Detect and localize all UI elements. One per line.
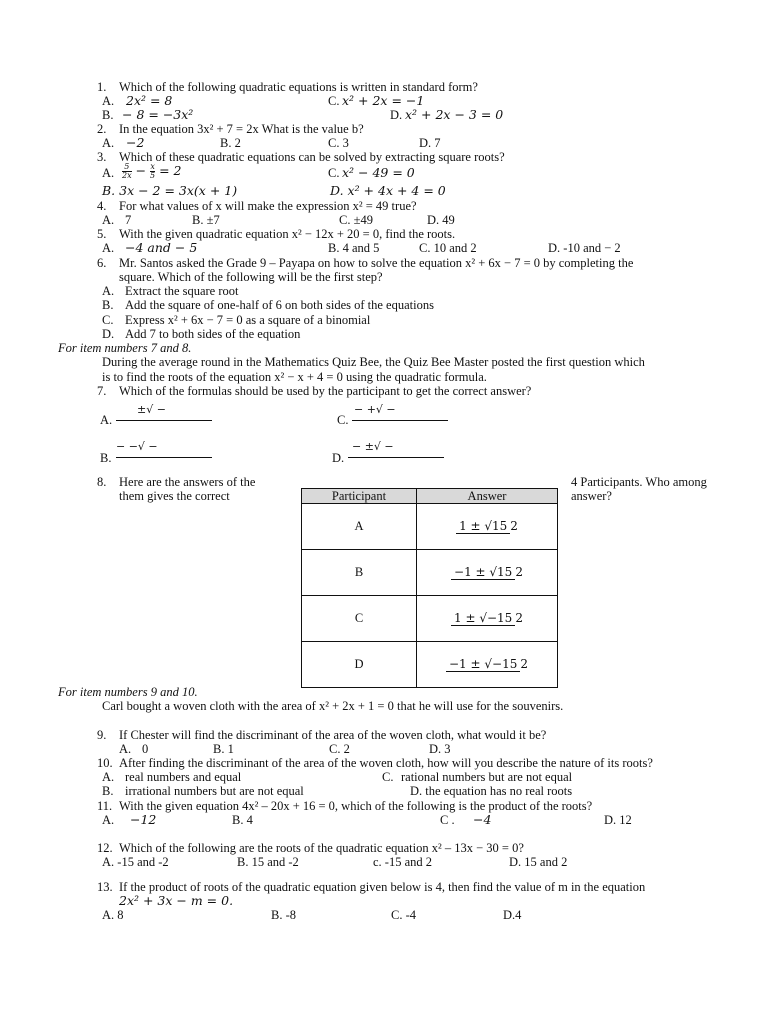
q9-option-d: D. 3 [429, 742, 451, 756]
q6-option-c-letter: C. [102, 313, 114, 327]
q4-option-a-letter: A. [102, 213, 115, 227]
q9-text: If Chester will find the discriminant of the area of the woven cloth, what would it be? [119, 728, 547, 742]
item-9-10-heading: For item numbers 9 and 10. [58, 685, 198, 699]
q1-option-c-letter: C. [328, 94, 340, 108]
q9-number: 9. [97, 728, 107, 742]
q5-option-c: C. 10 and 2 [419, 241, 477, 255]
q3-option-a: $\frac{5}{2x}$ − $\frac{x}{5}$ = 2 [122, 162, 182, 180]
q1-option-d: x² + 2x − 3 = 0 [405, 107, 504, 122]
q9-option-a-letter: A. [119, 742, 132, 756]
q12-option-a: A. -15 and -2 [102, 855, 169, 869]
q4-option-d: D. 49 [427, 213, 455, 227]
q7-option-a-fraction-bar [116, 420, 212, 421]
q13-line1: If the product of roots of the quadratic equation given below is 4, then find the value of m in the equation [119, 880, 646, 894]
q4-option-a: 7 [125, 213, 132, 227]
q5-option-d: D. -10 and − 2 [548, 241, 621, 255]
participant-cell: A [302, 504, 417, 550]
q10-option-d: D. the equation has no real roots [410, 784, 573, 798]
table-row [302, 504, 558, 550]
q2-option-a: −2 [126, 135, 145, 150]
table-row [302, 550, 558, 596]
q7-option-d-formula: − ±√ − [352, 440, 394, 453]
q6-line2: square. Which of the following will be the first step? [119, 270, 383, 284]
q6-option-a-letter: A. [102, 284, 115, 298]
q7-option-b-letter: B. [100, 451, 112, 465]
q3-option-b: B. 3x − 2 = 3x(x + 1) [102, 183, 238, 198]
q1-option-a: 2x² = 8 [126, 93, 173, 108]
q12-number: 12. [97, 841, 113, 855]
q11-option-a-letter: A. [102, 813, 115, 827]
q3-option-c-letter: C. [328, 166, 340, 180]
q8-text-right-2: answer? [571, 489, 612, 503]
q13-option-d: D.4 [503, 908, 522, 922]
table-row [302, 596, 558, 642]
q3-number: 3. [97, 150, 107, 164]
q13-option-c: C. -4 [391, 908, 416, 922]
column-header-answer: Answer [417, 489, 558, 504]
participant-cell: C [302, 596, 417, 642]
table-header-row [302, 489, 558, 504]
item-7-8-line2: is to find the roots of the equation x² − x + 4 = 0 using the quadratic formula. [102, 370, 487, 384]
q1-option-b: − 8 = −3x² [122, 107, 194, 122]
q12-option-d: D. 15 and 2 [509, 855, 568, 869]
q6-number: 6. [97, 256, 107, 270]
q7-text: Which of the formulas should be used by the participant to get the correct answer? [119, 384, 532, 398]
q7-option-d-fraction-bar [348, 457, 444, 458]
participant-cell: B [302, 550, 417, 596]
q3-option-c: x² − 49 = 0 [342, 165, 415, 180]
item-7-8-line1: During the average round in the Mathematics Quiz Bee, the Quiz Bee Master posted the first question which [102, 355, 645, 369]
q3-option-a-letter: A. [102, 166, 115, 180]
q2-option-c: C. 3 [328, 136, 349, 150]
q7-option-b-fraction-bar [116, 457, 212, 458]
q10-option-c: rational numbers but are not equal [401, 770, 573, 784]
q8-text-left-2: them gives the correct [119, 489, 230, 503]
q13-line2: 2x² + 3x − m = 0. [119, 893, 234, 908]
q3-text: Which of these quadratic equations can be solved by extracting square roots? [119, 150, 505, 164]
q4-option-c: C. ±49 [339, 213, 373, 227]
q2-option-a-letter: A. [102, 136, 115, 150]
q5-text: With the given quadratic equation x² − 12x + 20 = 0, find the roots. [119, 227, 456, 241]
item-7-8-heading: For item numbers 7 and 8. [58, 341, 192, 355]
q11-number: 11. [97, 799, 113, 813]
q11-text: With the given equation 4x² – 20x + 16 = 0, which of the following is the product of the roots? [119, 799, 593, 813]
q7-option-b-formula: − −√ − [116, 440, 158, 453]
q1-option-b-letter: B. [102, 108, 114, 122]
answer-cell: −1 ± √−15 2 [417, 642, 558, 688]
q7-option-d-letter: D. [332, 451, 345, 465]
q6-option-c: Express x² + 6x − 7 = 0 as a square of a binomial [125, 313, 371, 327]
q6-option-d-letter: D. [102, 327, 115, 341]
q4-option-b: B. ±7 [192, 213, 220, 227]
q1-option-c: x² + 2x = −1 [342, 93, 425, 108]
q5-option-a: −4 and − 5 [125, 240, 198, 255]
q1-number: 1. [97, 80, 107, 94]
q13-number: 13. [97, 880, 113, 894]
q1-text: Which of the following quadratic equations is written in standard form? [119, 80, 478, 94]
q7-option-c-letter: C. [337, 413, 349, 427]
q2-number: 2. [97, 122, 107, 136]
q12-option-c: c. -15 and 2 [373, 855, 433, 869]
q6-line1: Mr. Santos asked the Grade 9 – Payapa on how to solve the equation x² + 6x − 7 = 0 by completing the [119, 256, 634, 270]
q10-option-b-letter: B. [102, 784, 114, 798]
q6-option-b: Add the square of one-half of 6 on both sides of the equations [125, 298, 434, 312]
q4-number: 4. [97, 199, 107, 213]
q6-option-a: Extract the square root [125, 284, 239, 298]
q11-option-d: D. 12 [604, 813, 632, 827]
answer-cell: 1 ± √15 2 [417, 504, 558, 550]
q9-option-b: B. 1 [213, 742, 234, 756]
q9-option-a: 0 [142, 742, 149, 756]
q10-number: 10. [97, 756, 113, 770]
column-header-participant: Participant [302, 489, 417, 504]
q11-option-c-letter: C . [440, 813, 455, 827]
q2-text: In the equation 3x² + 7 = 2x What is the value b? [119, 122, 364, 136]
q6-option-b-letter: B. [102, 298, 114, 312]
q12-text: Which of the following are the roots of the quadratic equation x² – 13x − 30 = 0? [119, 841, 524, 855]
q8-text-right-1: 4 Participants. Who among [571, 475, 707, 489]
q10-option-a: real numbers and equal [125, 770, 242, 784]
q10-text: After finding the discriminant of the area of the woven cloth, how will you describe the nature of its roots? [119, 756, 653, 770]
q6-option-d: Add 7 to both sides of the equation [125, 327, 301, 341]
q7-option-c-fraction-bar [352, 420, 448, 421]
q9-option-c: C. 2 [329, 742, 350, 756]
table-row [302, 642, 558, 688]
q8-number: 8. [97, 475, 107, 489]
q5-number: 5. [97, 227, 107, 241]
q10-option-b: irrational numbers but are not equal [125, 784, 304, 798]
q5-option-a-letter: A. [102, 241, 115, 255]
answer-cell: −1 ± √15 2 [417, 550, 558, 596]
q11-option-a: −12 [130, 812, 157, 827]
q1-option-a-letter: A. [102, 94, 115, 108]
q13-option-b: B. -8 [271, 908, 296, 922]
answers-table [301, 488, 558, 688]
q8-text-left-1: Here are the answers of the [119, 475, 256, 489]
answer-cell: 1 ± √−15 2 [417, 596, 558, 642]
q13-option-a: A. 8 [102, 908, 124, 922]
item-9-10-line: Carl bought a woven cloth with the area of x² + 2x + 1 = 0 that he will use for the souvenirs. [102, 699, 564, 713]
q2-option-d: D. 7 [419, 136, 441, 150]
q12-option-b: B. 15 and -2 [237, 855, 299, 869]
q11-option-c: −4 [473, 812, 492, 827]
q11-option-b: B. 4 [232, 813, 253, 827]
q7-option-c-formula: − +√ − [354, 403, 396, 416]
q4-text: For what values of x will make the expression x² = 49 true? [119, 199, 417, 213]
q1-option-d-letter: D. [390, 108, 403, 122]
q5-option-b: B. 4 and 5 [328, 241, 380, 255]
q10-option-c-letter: C. [382, 770, 394, 784]
q7-option-a-formula: ±√ − [137, 403, 166, 416]
q10-option-a-letter: A. [102, 770, 115, 784]
q7-number: 7. [97, 384, 107, 398]
participant-cell: D [302, 642, 417, 688]
q3-option-d: D. x² + 4x + 4 = 0 [330, 183, 446, 198]
q2-option-b: B. 2 [220, 136, 241, 150]
q7-option-a-letter: A. [100, 413, 113, 427]
